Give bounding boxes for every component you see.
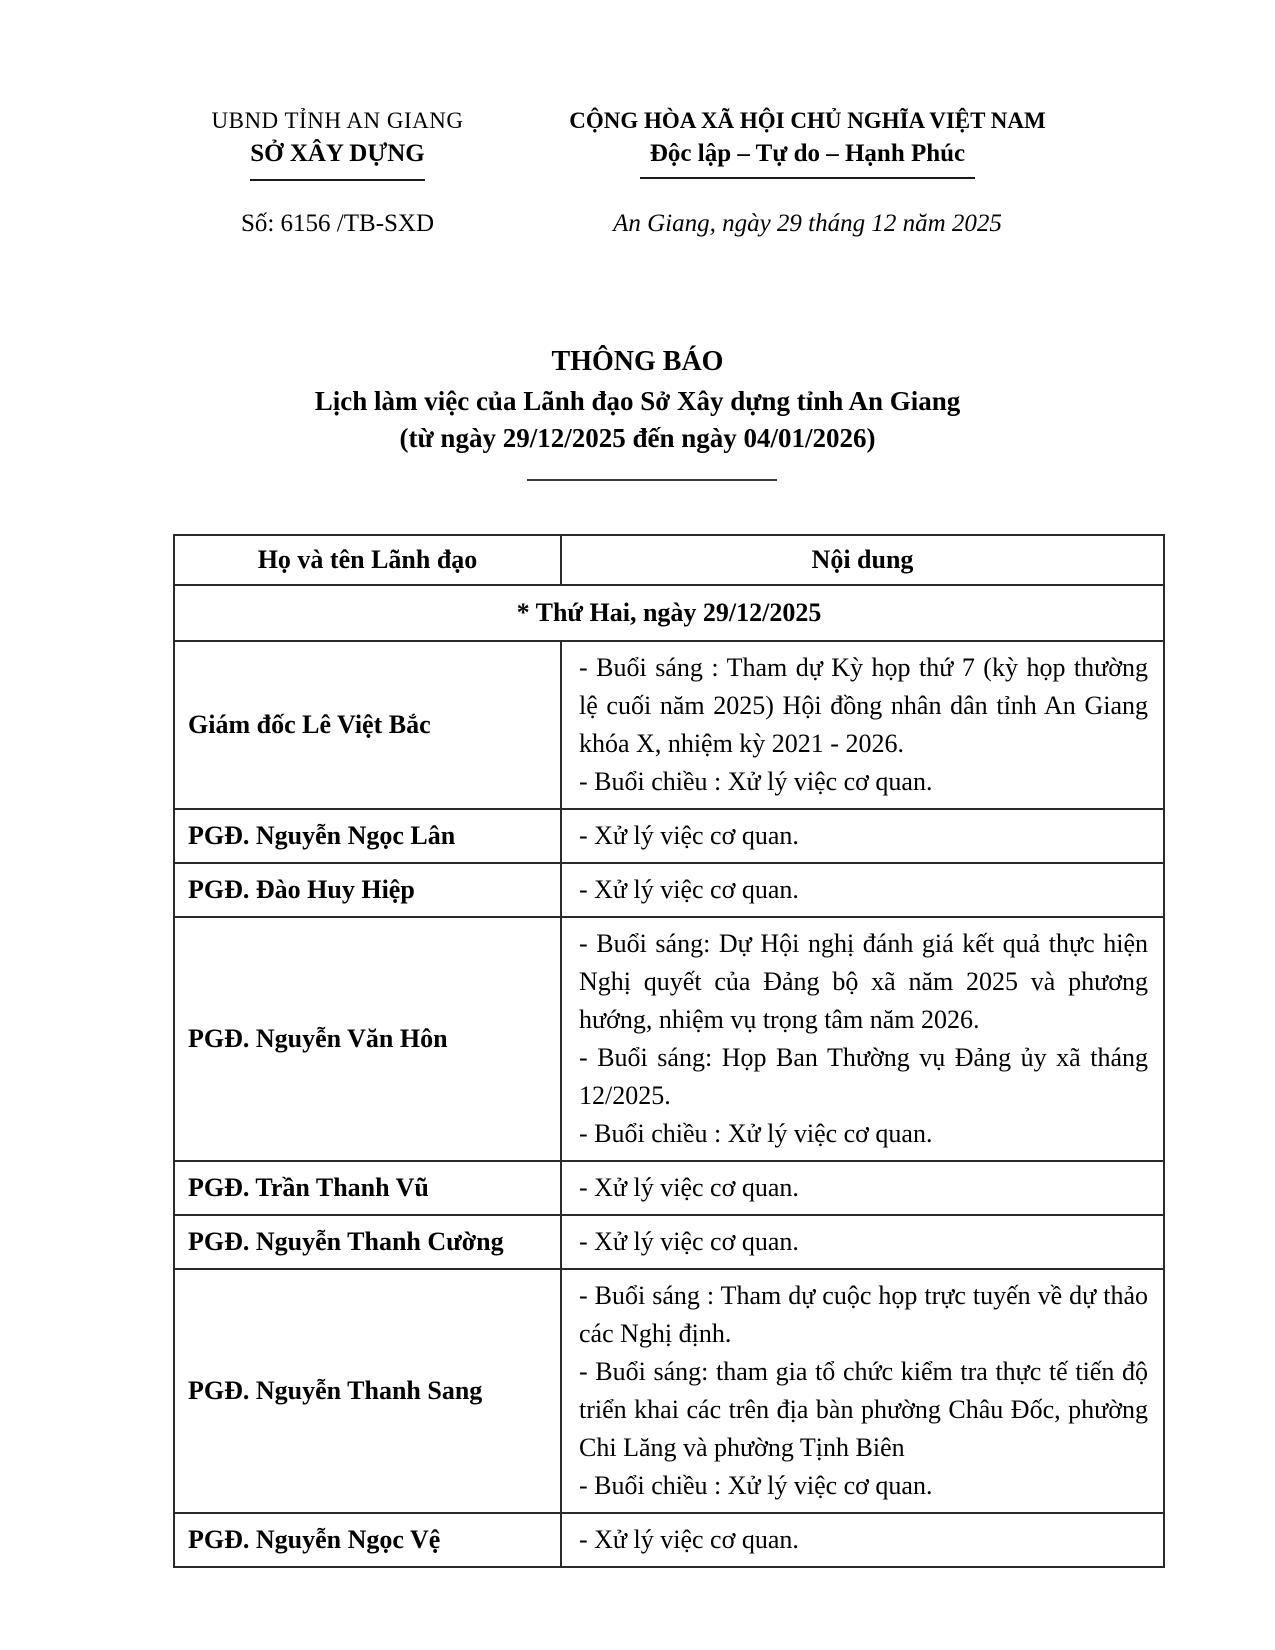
national-motto: Độc lập – Tự do – Hạnh Phúc	[649, 140, 966, 167]
leader-name: Giám đốc Lê Việt Bắc	[174, 641, 561, 809]
schedule-content	[561, 809, 1164, 863]
content-item: - Buổi sáng: Họp Ban Thường vụ Đảng ủy xã tháng 12/2025.	[579, 1043, 1148, 1110]
document-meta-row	[0, 208, 1275, 240]
org-underline	[250, 179, 425, 181]
org-parent-name: UBND TỈNH AN GIANG	[211, 108, 464, 133]
table-row	[174, 863, 1164, 917]
content-item: - Buổi chiều : Xử lý việc cơ quan.	[579, 767, 933, 796]
table-row	[174, 809, 1164, 863]
schedule-content	[561, 641, 1164, 809]
leader-name: PGĐ. Nguyễn Ngọc Lân	[174, 809, 561, 863]
column-header-name: Họ và tên Lãnh đạo	[174, 535, 561, 585]
content-item: - Xử lý việc cơ quan.	[579, 875, 799, 904]
leader-name: PGĐ. Nguyễn Ngọc Vệ	[174, 1513, 561, 1567]
leader-name: PGĐ. Nguyễn Thanh Cường	[174, 1215, 561, 1269]
leader-name: PGĐ. Trần Thanh Vũ	[174, 1161, 561, 1215]
content-item: - Buổi sáng : Tham dự cuộc họp trực tuyến về dự thảo các Nghị định.	[579, 1281, 1148, 1348]
content-item: - Xử lý việc cơ quan.	[579, 1525, 799, 1554]
schedule-content	[561, 1513, 1164, 1567]
leader-name: PGĐ. Nguyễn Văn Hôn	[174, 917, 561, 1161]
schedule-content	[561, 1215, 1164, 1269]
day-header-row	[174, 585, 1164, 641]
column-header-content: Nội dung	[561, 535, 1164, 585]
table-row	[174, 1161, 1164, 1215]
motto-underline	[640, 177, 975, 179]
issuing-org-block	[140, 106, 535, 181]
leader-name: PGĐ. Nguyễn Thanh Sang	[174, 1269, 561, 1513]
content-item: - Xử lý việc cơ quan.	[579, 821, 799, 850]
leader-name: PGĐ. Đào Huy Hiệp	[174, 863, 561, 917]
title-date-range: (từ ngày 29/12/2025 đến ngày 04/01/2026)	[399, 423, 876, 453]
schedule-content	[561, 863, 1164, 917]
title-underline	[527, 479, 777, 481]
content-item: - Xử lý việc cơ quan.	[579, 1227, 799, 1256]
content-item: - Xử lý việc cơ quan.	[579, 1173, 799, 1202]
content-item: - Buổi sáng : Tham dự Kỳ họp thứ 7 (kỳ họp thường lệ cuối năm 2025) Hội đồng nhân dân tỉnh An Giang khóa X, nhiệm kỳ 2021 - 2026.	[579, 653, 1148, 758]
day-header-label: * Thứ Hai, ngày 29/12/2025	[174, 585, 1164, 641]
table-row	[174, 641, 1164, 809]
content-item: - Buổi sáng: Dự Hội nghị đánh giá kết quả thực hiện Nghị quyết của Đảng bộ xã năm 2025 và phương hướng, nhiệm vụ trọng tâm năm 2026.	[579, 929, 1148, 1034]
national-motto-block	[530, 106, 1085, 181]
document-number: Số: 6156 /TB-SXD	[240, 210, 435, 237]
table-row	[174, 1215, 1164, 1269]
schedule-content	[561, 1161, 1164, 1215]
document-title-block	[0, 344, 1275, 481]
schedule-content	[561, 917, 1164, 1161]
national-title: CỘNG HÒA XÃ HỘI CHỦ NGHĨA VIỆT NAM	[569, 108, 1046, 133]
table-row	[174, 1513, 1164, 1567]
org-department-name: SỞ XÂY DỰNG	[250, 140, 425, 167]
schedule-content	[561, 1269, 1164, 1513]
content-item: - Buổi chiều : Xử lý việc cơ quan.	[579, 1119, 933, 1148]
title-heading: THÔNG BÁO	[551, 346, 724, 377]
table-header-row	[174, 535, 1164, 585]
title-subtitle: Lịch làm việc của Lãnh đạo Sở Xây dựng tỉnh An Giang	[314, 386, 961, 416]
table-row	[174, 1269, 1164, 1513]
schedule-table	[173, 534, 1165, 1568]
letterhead	[0, 106, 1275, 181]
content-item: - Buổi chiều : Xử lý việc cơ quan.	[579, 1471, 933, 1500]
place-and-date: An Giang, ngày 29 tháng 12 năm 2025	[613, 210, 1002, 237]
table-row	[174, 917, 1164, 1161]
content-item: - Buổi sáng: tham gia tổ chức kiểm tra thực tế tiến độ triển khai các trên địa bàn phường Châu Đốc, phường Chi Lăng và phường Tịnh Biên	[579, 1357, 1148, 1462]
